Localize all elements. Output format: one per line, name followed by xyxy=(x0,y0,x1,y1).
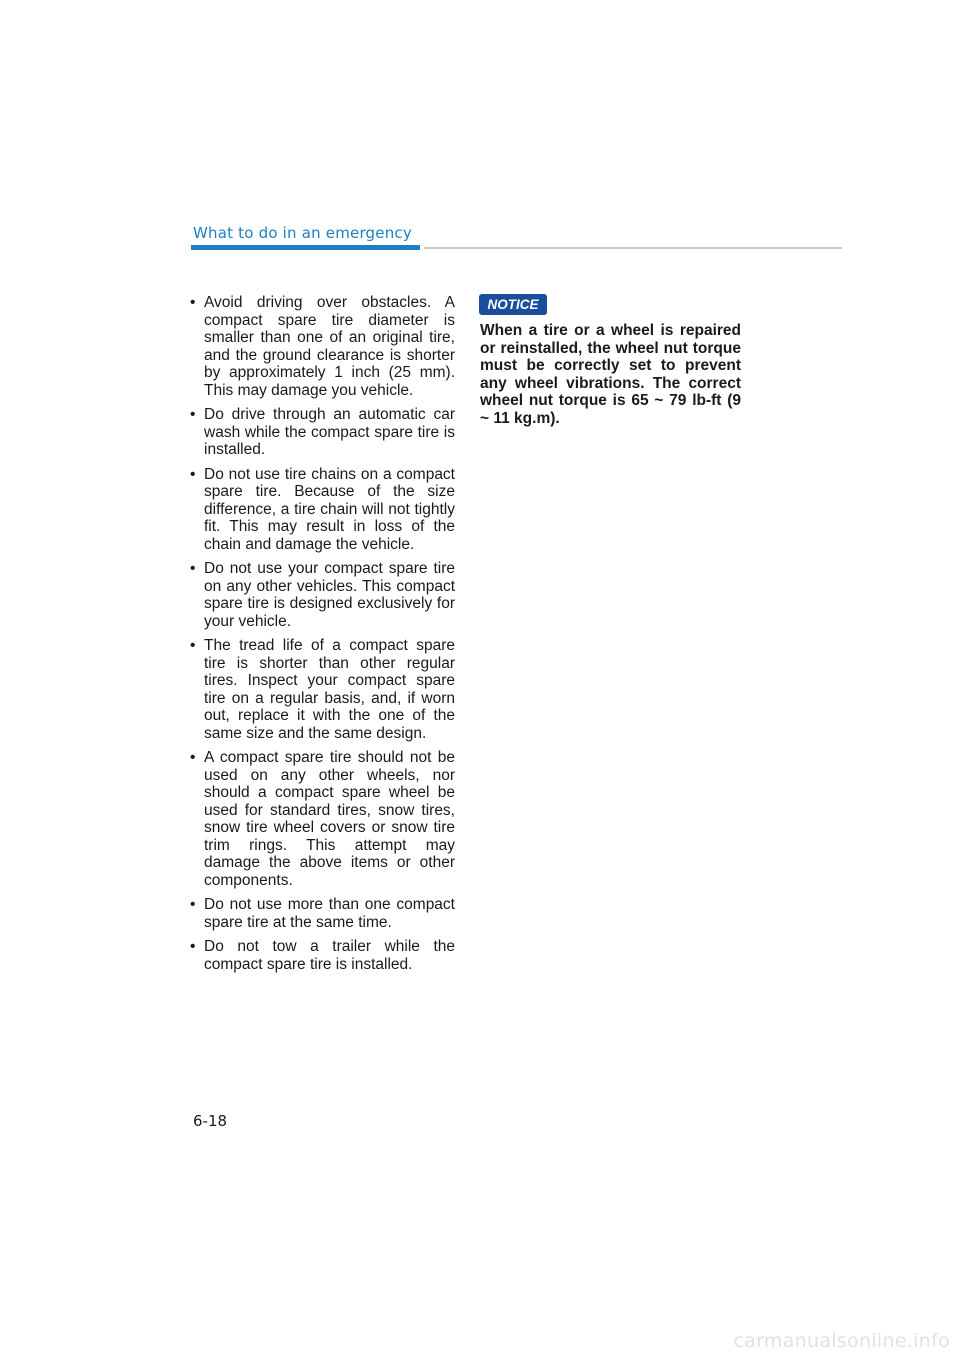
list-item-text: The tread life of a compact spare tire is shorter than other regular tires. Inspect your compact spare tire on a regular basis, and, if worn out, replace it with the one of the same size and the same design. xyxy=(204,637,455,742)
list-item xyxy=(186,406,455,459)
bullet-icon: • xyxy=(190,938,196,955)
list-item-text: Do not use tire chains on a compact spare tire. Because of the size difference, a tire chain will not tightly fit. This may result in loss of the chain and damage the vehicle. xyxy=(204,465,455,553)
list-item xyxy=(186,637,455,742)
list-item-text: Avoid driving over obstacles. A compact spare tire diameter is smaller than one of an original tire, and the ground clearance is shorter by approximately 1 inch (25 mm). This may damage you vehicle. xyxy=(204,294,455,399)
list-item-text: Do not use more than one compact spare tire at the same time. xyxy=(204,896,455,931)
list-item xyxy=(186,560,455,630)
list-item xyxy=(186,466,455,554)
list-item xyxy=(186,938,455,973)
watermark: carmanualsonline.info xyxy=(733,1330,950,1352)
list-item-text: Do drive through an automatic car wash while the compact spare tire is installed. xyxy=(204,406,455,458)
header-divider-line xyxy=(424,247,842,249)
list-item-text: A compact spare tire should not be used on any other wheels, nor should a compact spare wheel be used for standard tires, snow tires, snow tire wheel covers or snow tire trim rings. This attempt may damage the above items or other components. xyxy=(204,749,455,889)
bullet-icon: • xyxy=(190,560,196,577)
spare-tire-caution-list xyxy=(186,294,455,980)
page-number: 6-18 xyxy=(193,1112,228,1130)
section-title: What to do in an emergency xyxy=(193,224,412,242)
list-item xyxy=(186,749,455,889)
header-accent-bar xyxy=(191,245,420,250)
bullet-icon: • xyxy=(190,406,196,423)
bullet-icon: • xyxy=(190,749,196,766)
list-item-text: Do not use your compact spare tire on any other vehicles. This compact spare tire is designed exclusively for your vehicle. xyxy=(204,560,455,630)
bullet-icon: • xyxy=(190,294,196,311)
list-item xyxy=(186,896,455,931)
bullet-icon: • xyxy=(190,465,196,483)
bullet-icon: • xyxy=(190,637,196,654)
notice-text: When a tire or a wheel is repaired or reinstalled, the wheel nut torque must be correctly set to prevent any wheel vibrations. The correct wheel nut torque is 65 ~ 79 lb-ft (9 ~ 11 kg.m). xyxy=(480,322,741,427)
notice-badge: NOTICE xyxy=(479,294,547,315)
bullet-icon: • xyxy=(190,896,196,913)
list-item xyxy=(186,294,455,399)
list-item-text: Do not tow a trailer while the compact spare tire is installed. xyxy=(204,938,455,973)
